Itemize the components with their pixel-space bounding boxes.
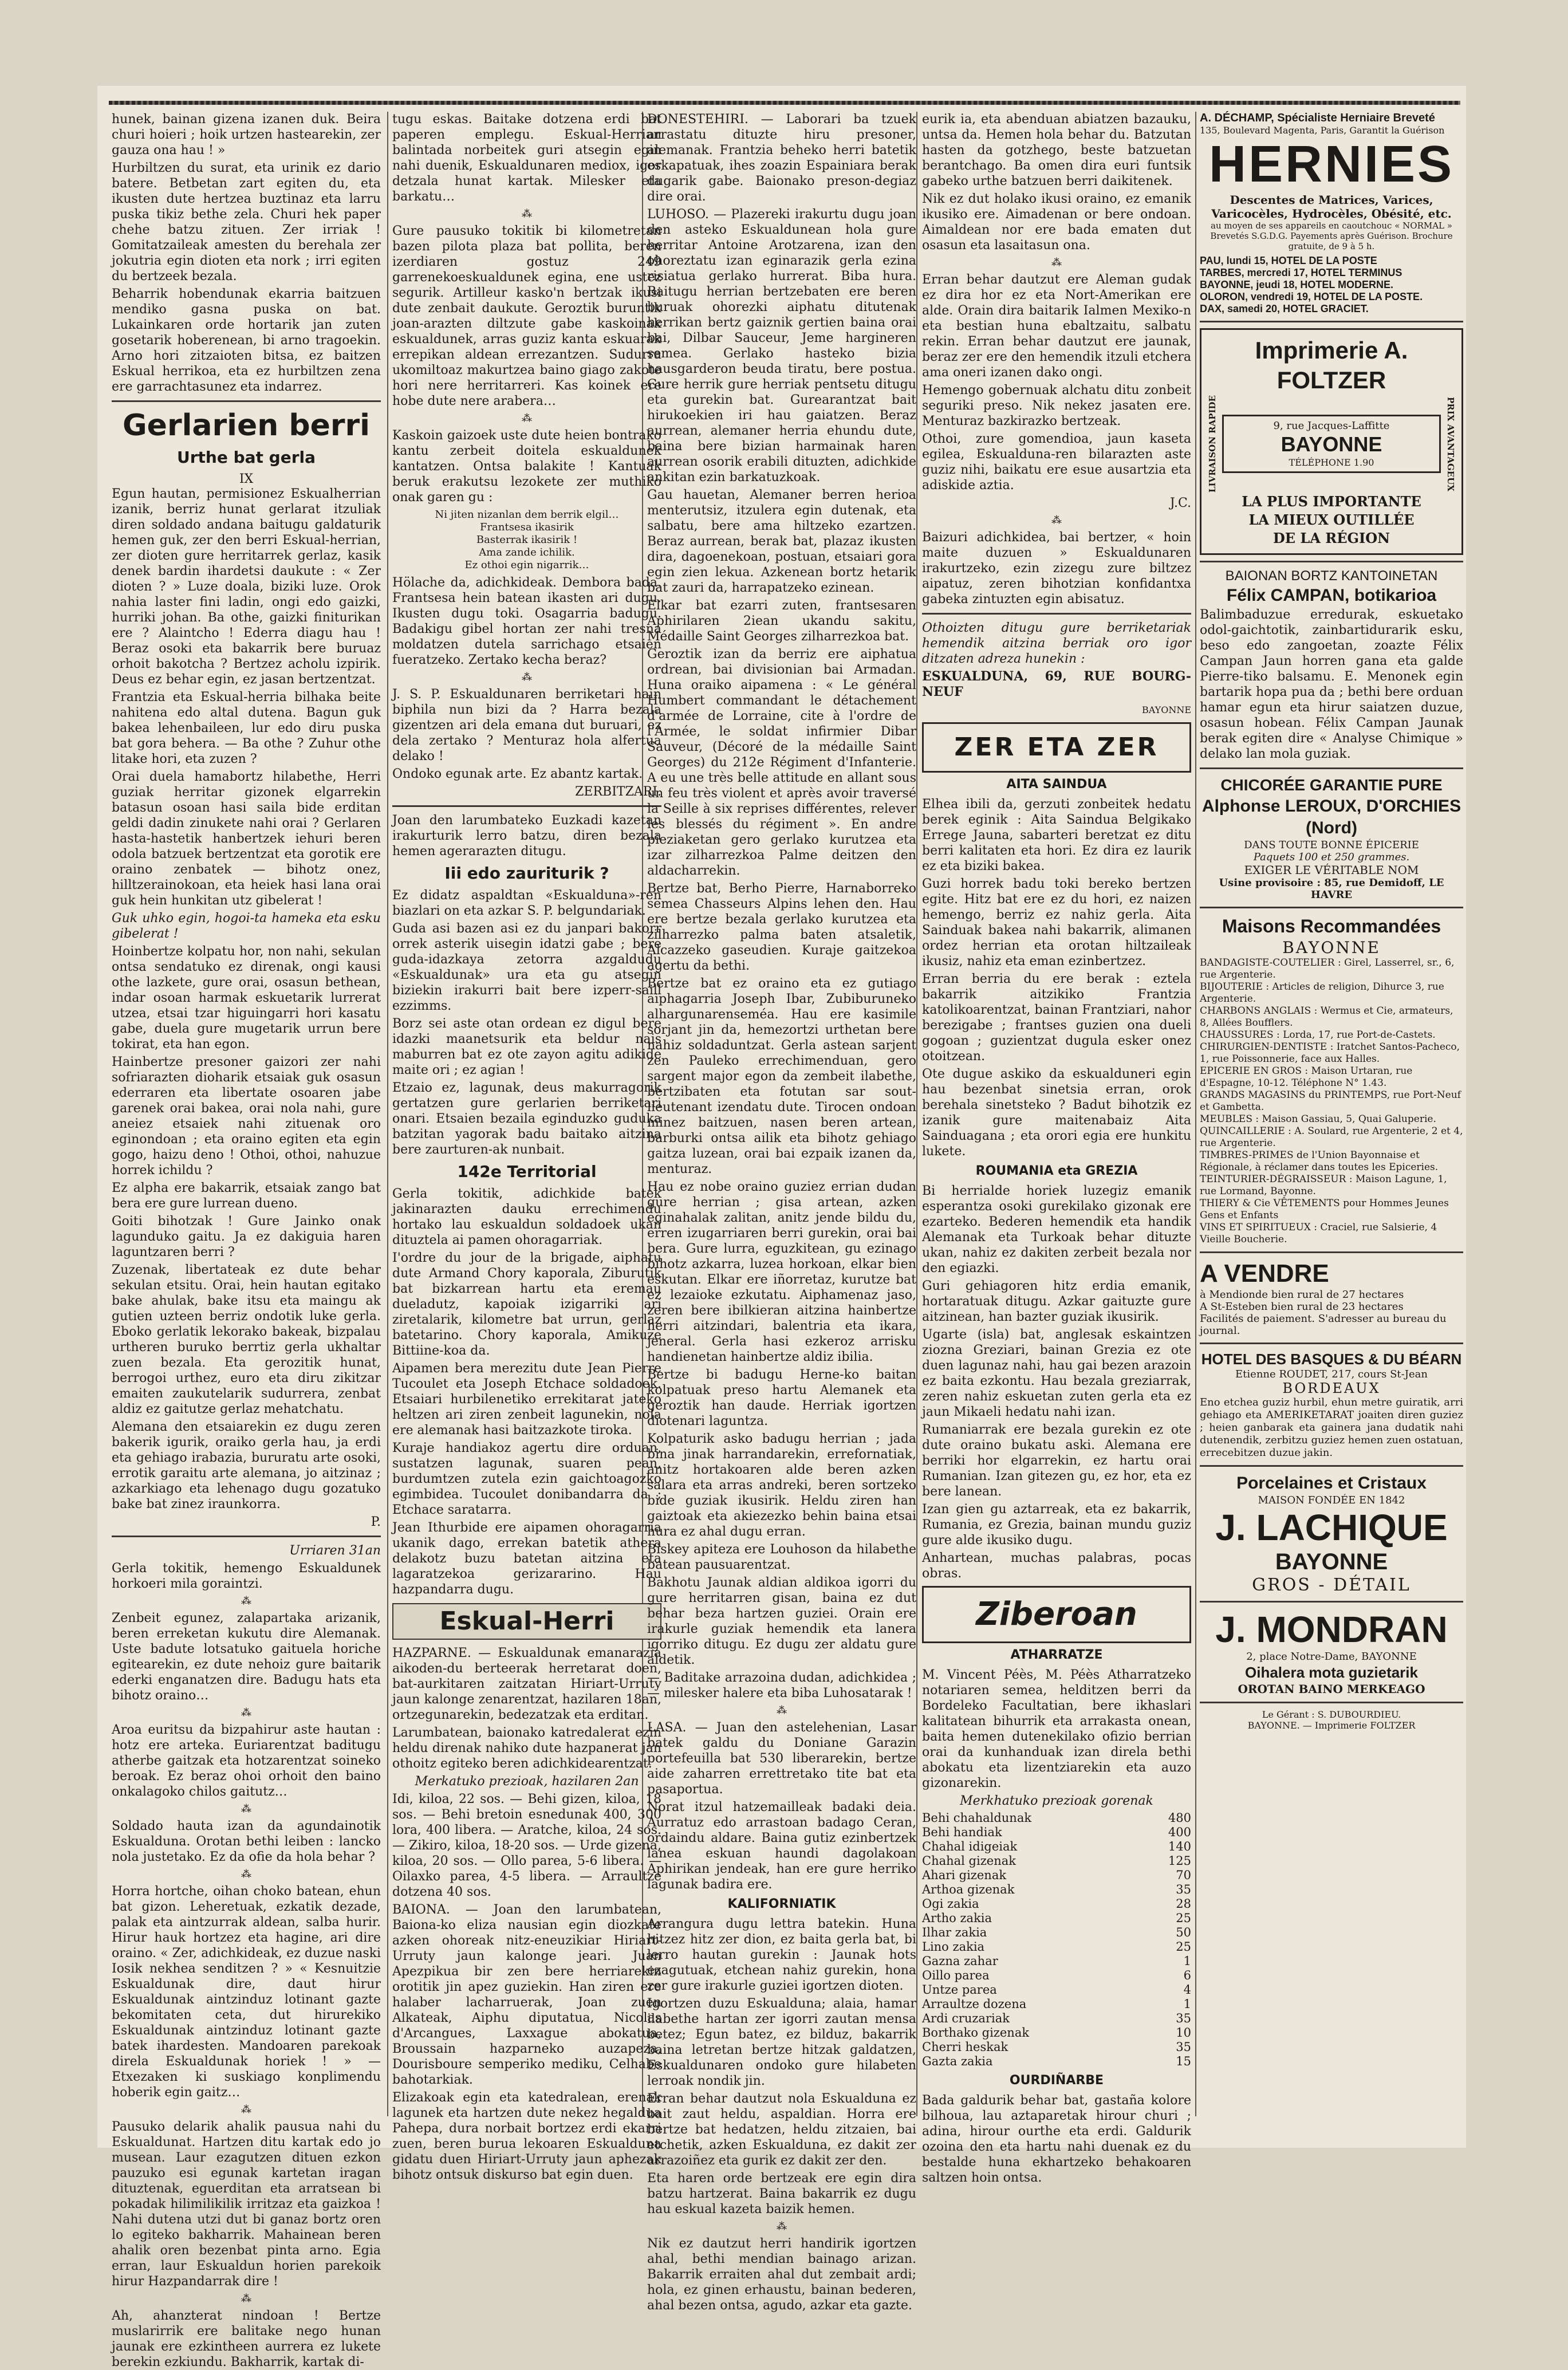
ad-schedule: PAU, lundi 15, HOTEL DE LA POSTE xyxy=(1200,255,1377,266)
paragraph: Hoinbertze kolpatu hor, non nahi, sekulan ontsa sendatuko ez direnak, ongi kausi othe lazkete, gure orai, osasun bethean, indar osoan harmak eskuetarik lurrerat utzea, etsai tzar higuingarri hori kasatu gabe, duela gure mugetarik urrun bere tokirat, eta han egon. xyxy=(112,944,381,1052)
price-value: 25 xyxy=(1176,1940,1191,1954)
column-3 xyxy=(647,112,916,2313)
paragraph: Zuzenak, libertateak ez dute behar sekulan etsitu. Orai, hein hautan egitako bake ahulak, bake itsu eta maingu ak gutien uzteen berriz ondotik luke gerla. Eboko gerlatik lekorako bakeak, bizpalau urtheren buruko berrtiz gerla ukhaltar zuen bezala. Eta gerozitik hunat, berrogoi urthez, euro eta diru zikitzar emaiten zaukutelarik sudurrera, zenbat aldiz ez gaitutze gerlaz mehatchatu. xyxy=(112,1263,381,1416)
column-divider xyxy=(916,112,917,2116)
divider xyxy=(1200,1601,1463,1603)
asterism-icon: ⁂ xyxy=(777,2221,787,2233)
ad-text: Facilités de paiement. S'adresser au bureau du journal. xyxy=(1200,1313,1447,1337)
paragraph: Erran behar dautzut nola Eskualduna ez bait zaut heldu, aspaldian. Horra ere bertze bat hedatzen, heldu zitzaien, bai etchetik, azken Eskualduna, ez dakit zer arrazoiñez eta gurik ez dakit zer den. xyxy=(647,2092,916,2168)
section-heading: ROUMANIA eta GREZIA xyxy=(975,1164,1138,1178)
paragraph: Ote dugue askiko da eskualduneri egin hau bezenbat sinetsia erran, orok berehala sinetsteko ? Badut bihotzik ez izanik gure maitenabaiz Aita Sainduagana ; eta orori egia ere hunkitu lukete. xyxy=(922,1067,1191,1159)
paragraph: Balimbaduzue erredurak, eskuetako odol-gaichtotik, zainbartidurarik esku, beso edo zangoetan, zoazte Félix Campan Jaun horren gana eta galde Pierre-tiko balsamu. E. Menonek egin bartarik hopa pua da ; bethi bere orduan hamar egun eta hirur saiatzen duzue, osasun hobean. Félix Campan Jaunak berak egiten dire « Analyse Chimique » delako lan mola guziak. xyxy=(1200,608,1463,761)
ad-title: A VENDRE xyxy=(1200,1259,1329,1288)
paragraph: Guri gehiagoren hitz erdia emanik, hortaratuak ditugu. Azkar gaituzte gure aitzinean, han bazter guziak ikusirik. xyxy=(922,1279,1191,1324)
paragraph: I'ordre du jour de la brigade, aiphatu dute Armand Chory kaporala, Ziburutik bat bizkarrean hartu eta eremau dueladutz, kapoiak izigarriki ari ziretalarik, kilometre bat urrun, gerlaz batetarino. Chory kaporala, Amikuze Bittiine-koa da. xyxy=(392,1251,661,1358)
section-heading: 142e Territorial xyxy=(457,1162,597,1181)
price-value: 4 xyxy=(1183,1983,1191,1997)
price-value: 15 xyxy=(1176,2054,1191,2068)
ad-title: Imprimerie A. FOLTZER xyxy=(1255,337,1408,393)
asterism-icon: ⁂ xyxy=(241,1803,251,1815)
ad-text: Etienne ROUDET, 217, cours St-Jean xyxy=(1235,1368,1428,1380)
price-row xyxy=(922,1883,1191,1897)
asterism-icon: ⁂ xyxy=(522,412,532,424)
paragraph: Beharrik hobendunak ekarria baitzuen mendiko gasna puska on bat. Lukainkaren orde hortarik jan zuten gosetarik hoberenean, bi arno tragoekin. Arno hori zitzaioten bitsa, ez baitzen Eskual herrikoa, eta ez hurbiltzen zena ere garrachtasunez eta indarrez. xyxy=(112,287,381,394)
ad-title: J. LACHIQUE xyxy=(1215,1507,1448,1548)
section-heading: ATHARRATZE xyxy=(1010,1648,1103,1662)
asterism-icon: ⁂ xyxy=(1051,514,1062,526)
asterism-icon: ⁂ xyxy=(1051,257,1062,269)
paragraph: Ez alpha ere bakarrik, etsaiak zango bat bera ere gure lurrean dueno. xyxy=(112,1181,381,1211)
price-row xyxy=(922,1997,1191,2011)
business-list xyxy=(1200,957,1463,1246)
price-row xyxy=(922,2026,1191,2040)
ad-text: BORDEAUX xyxy=(1282,1380,1381,1396)
paragraph: hunek, bainan gizena izanen duk. Beira churi hoieri ; hoik urtzen hastearekin, zer gauza ona hau ! » xyxy=(112,112,381,158)
ad-title: Maisons Recommandées xyxy=(1222,916,1441,936)
price-item: Untze parea xyxy=(922,1983,997,1997)
paragraph: Nik ez dut holako ikusi oraino, ez emanik ikusiko ere. Aimadenan or bere ondoan. Aimaldean nor ere bada ematen dut osasun eta lasaitasun ona. xyxy=(922,192,1191,253)
section-banner: ZER ETA ZER xyxy=(954,733,1159,762)
verse-line: Ama zande ichilik. xyxy=(479,546,575,558)
paragraph: Larumbatean, baionako katredalerat ezin heldu direnak nahiko dute hazpanerat jan othoitz egiteko beren adichkidearentzat. xyxy=(392,1726,661,1771)
paragraph: J. S. P. Eskualdunaren berriketari hain biphila nun bizi da ? Harra bezala gizentzen ari dela emana dut buruari, ez dela zertako ? Menturaz hola alfertua delako ! xyxy=(392,687,661,763)
price-value: 35 xyxy=(1176,2040,1191,2054)
ad-text: LA PLUS IMPORTANTE xyxy=(1242,493,1421,510)
paragraph: Kolpaturik asko badugu herrian ; jada bina jinak harrandarekin, errefornatiak, anitz hortakoaren alde beren azken salara eta arras andreki, beren sortzeko bide guziak ikusirik. Heldu ziren han gaiztoak eta akiezezko behin baina etsai hura ez ahal dugu erran. xyxy=(647,1432,916,1539)
paragraph: Othoizten ditugu gure berriketariak hemendik aitzina berriak oro igor ditzaten adreza hunekin : xyxy=(922,621,1191,666)
price-item: Cherri heskak xyxy=(922,2040,1008,2054)
ad-title: Porcelaines et Cristaux xyxy=(1236,1474,1427,1493)
divider xyxy=(1200,1465,1463,1467)
paragraph: Guda asi bazen asi ez du janpari bakorr orrek asterik uisegin idatzi gabe ; bere guda-idazkaya zetorra azgaldudu «Eskualdunak» ura eta gu atsegin biziekin irakurri bait bere izperr-saill ezzimms. xyxy=(392,922,661,1013)
paragraph: Bertze bat ez oraino eta ez gutiago aiphagarria Joseph Ibar, Zubiburuneko alhargunarenseméa. Hau ere kasimile sorjant jin da, hemezortzi urthetan bere nahiz soldaduntzat. Gerla astean sarjent zen Pauleko errechimenduan, gero sargent major egon da zembeit ilabethe, bertzibaten eta fotutan sar sout-lieutenant izendatu dute. Tirocen ondoan minez baitzuen, nasen beren artean, barburki ontsa ailik eta bihotz gehiago gaitza luzean, orai bai ezpaik izanen da, menturaz. xyxy=(647,977,916,1176)
paragraph: eurik ia, eta abenduan abiatzen bazauku, untsa da. Hemen hola behar du. Batzutan hasten da gotzhego, beste batzuetan berantchago. Ba omen dira euri funtsik gabeko urthe batzuen berri daikitenek. xyxy=(922,112,1191,188)
paragraph: — Baditake arrazoina dudan, adichkidea ; — milesker halere eta biba Luhosatarak ! xyxy=(647,1671,916,1700)
gerant-line: Le Gérant : S. DUBOURDIEU. xyxy=(1262,1709,1401,1720)
price-value: 35 xyxy=(1176,2011,1191,2025)
ad-text: Brevetés S.G.D.G. Payements après Guérison. Brochure gratuite, de 9 à 5 h. xyxy=(1210,231,1453,251)
paragraph: Egun hautan, permisionez Eskualherrian izanik, berriz hunat gerlarat itzuliak diren soldado andana baitugu galdaturik hemen guk, zer den berri Eskual-herrian, zer dioten gure herritarrek gerlaz, kasik denek bardin ihardetsi daukute : « Zer dioten ? » Luze doala, biziki luze. Orok nahia laster fini ladin, ongi edo gaizki, hurriki johan. Ba othe, gaizki finiturikan ere ? Alaintcho ! Ederra diagu hau ! Beraz osoki eta bakarrik bere buruaz orhoit bakotcha ? Bertzez acholu izpirik. Deus ez behar egin, ez jasan bertzentzat. xyxy=(112,487,381,687)
price-item: Behi handiak xyxy=(922,1825,1002,1839)
ad-text: EXIGER LE VÉRITABLE NOM xyxy=(1244,863,1419,877)
paragraph: Ez didatz aspaldtan «Eskualduna»-ren biazlari on eta azkar S. P. belgundariak. xyxy=(392,888,661,918)
business-entry: CHIRURGIEN-DENTISTE : Iratchet Santos-Pacheco, 1, rue Poissonnerie, face aux Halles. xyxy=(1200,1041,1460,1065)
paragraph: Soldado hauta izan da agundainotik Eskualduna. Orotan bethi leiben : lancko nola justetako. Ez da ofie da hola behar ? xyxy=(112,1819,381,1864)
paragraph: Geroztik izan da berriz ere aiphatua ordrean, bai divisionian bai Armadan. Huna oraiko aipamena : « Le général Humbert commandant le détachement d'armée de Lorraine, cite à l'ordre de l'Armée, le soldat infirmier Dibar Sauveur, (Décoré de la médaille Saint Georges) du 212e Régiment d'Infanterie. A eu une très belle attitude en allant sous un feu très violent et après avoir traversé la Seille à six reprises différentes, relever les blessés du régiment ». En andre pieziaketan gero gerlako kurutzea eta izar zilharrezkoa Palme deitzen den aldacharrekin. xyxy=(647,647,916,878)
paragraph: Othoi, zure gomendioa, jaun kaseta egilea, Eskualduna-ren bilarazten aste guziz nihi, baikatu ere esue ausartzia eta adiskide aztia. xyxy=(922,432,1191,493)
price-value: 10 xyxy=(1176,2026,1191,2040)
paragraph: Aipamen bera merezitu dute Jean Pierre Tucoulet eta Joseph Etchace soldadoek. Etsaiari hurbilenetiko errekitarat jateko heltzen ari ziren zenbeit lagunekin, nola ere alemanak hasi baitzazkote tiroka. xyxy=(392,1361,661,1438)
paragraph: Erran berria du ere berak : eztela bakarrik aitzikiko Frantzia katolikoarentzat, bainan Frantziari, nahor berezigabe ; frantses guzien ona dueli gogoan ; guzientzat dugula esker onez otoitzean. xyxy=(922,972,1191,1064)
price-value: 28 xyxy=(1176,1897,1191,1911)
price-value: 1 xyxy=(1183,1954,1191,1968)
roman-numeral: IX xyxy=(239,472,254,486)
column-divider xyxy=(387,112,388,2116)
price-row xyxy=(922,1868,1191,1883)
verse-line: Frantsesa ikasirik xyxy=(480,521,574,533)
divider xyxy=(1200,1343,1463,1344)
paragraph: Erran behar dautzut ere Aleman gudak ez dira hor ez eta Nort-Amerikan ere alde. Orain dira baitarik Ialmen Mexiko-n eta bestian huna ebaltzaitu, salbatu rekin. Erran behar dautzut ere jaunak, beraz zer ere den hemendik itzuli etchera ama oneri izanen dako ongi. xyxy=(922,273,1191,380)
paragraph: BAIONA. — Joan den larumbatean, Baiona-ko eliza nausian egin diozkate azken ohoreak nitz-eneuzikiar Hiriart-Urruty jaun kalonge jeari. Juan Apezpikua bir zen bere herriarekin orotitik jin apez guziekin. Han ziren ere halaber lacharruerak, Joan zuen Alkateak, Aiphu diputatua, Nicolas d'Arcangues, Laxxague abokatua, Broussain hazparneko auzapeza, Dourisboure semperiko mediku, Celhabe bahotarkiak. xyxy=(392,1903,661,2087)
paragraph: Zenbeit egunez, zalapartaka arizanik, beren erreketan kukutu dire Alemanak. Uste badute lotsatuko gaituela horiche egitearekin, ez dute nehoiz gure baitarik ederki enganatzen dire. Badugu hats eta bihotz oraino… xyxy=(112,1611,381,1703)
price-item: Arraultze dozena xyxy=(922,1997,1027,2011)
signature: P. xyxy=(371,1515,381,1529)
paragraph: HAZPARNE. — Eskualdunak emanarazia aikoden-du berteerak herretarat doen, bat-aurkitaren zaitzatan Hiriart-Urruty jaun kalonge zenarentzat, hazilaren 18an, ortzegunarekin, bedezatzak eta erditan. xyxy=(392,1646,661,1722)
price-row xyxy=(922,1969,1191,1983)
column-5-ads xyxy=(1200,112,1463,2116)
paragraph: Goiti bihotzak ! Gure Jainko onak lagunduko gaitu. Ja ez dakiguia haren laguntzaren berri ? xyxy=(112,1214,381,1259)
divider xyxy=(1200,907,1463,908)
top-rule xyxy=(109,101,1460,105)
paragraph: Igortzen duzu Eskualduna; alaia, hamar ilabethe hartan zer igorri zautan mensa betez; Egun batez, ez bilduz, bakarrik baina letretan bertze hitzak galdatzen, Eskualdunaren ondoko gure hilabeten lerroak nondik jin. xyxy=(647,1997,916,2088)
paragraph: DONESTEHIRI. — Laborari ba tzuek arrastatu dituzte hiru presoner, alemanak. Frantzia beheko herri batetik eskapatuak, ihes zoazin Espainiara berak dugarik gabe. Baionako preson-degiaz dire orai. xyxy=(647,112,916,204)
dateline: Urriaren 31an xyxy=(289,1544,381,1558)
paragraph: Ugarte (isla) bat, anglesak eskaintzen ziozna Greziari, bainan Grezia ez ote duen lagunaz nahi, hau gai bezen arazoin ez baita ezkontu. Hau bezala greziarrak, zeren nahiz eskuetan zuten gerla eta ez jaun Mikaeli hedatu nahi izan. xyxy=(922,1328,1191,1419)
paragraph: Aroa euritsu da bizpahirur aste hautan : hotz ere arteka. Euriarentzat baditugu atherbe gaitzak eta hotzarentzat soineko beroak. Ez beraz ohoi orhoit den baino onkalagoko chilos gaitutz… xyxy=(112,1723,381,1799)
verse-line: Ni jiten nizanlan dem berrik elgil… xyxy=(435,509,619,521)
price-row xyxy=(922,1811,1191,1825)
price-row xyxy=(922,1954,1191,1969)
price-item: Arthoa gizenak xyxy=(922,1883,1015,1896)
ad-text: Descentes de Matrices, Varices, Varicocèles, Hydrocèles, Obésité, etc. xyxy=(1211,193,1452,221)
paragraph: Alemana den etsaiarekin ez dugu zeren bakerik igurik, oraiko gerla hau, ja erdi eta gehiago irabazia, bururatu arte osoki, errotik garaitu arte alemana, jo aitzinaz ; azkarkiago eta lehenago dugu gozatuko bake bat zinez iraunkorra. xyxy=(112,1420,381,1511)
paragraph: Hainbertze presoner gaizori zer nahi sofriarazten dioharik etsaiak guk osasun ederraren eta libertate osoaren jabe garenek orai bakea, orai nola nahi, gure aneiez etsaiek nahi zituenak oro eginondoan ; eta oraino egiten eta egin gogo, haizu deno ! Othoi, othoi, nahuzue horrek ichildu ? xyxy=(112,1055,381,1178)
paragraph: LASA. — Juan den astelehenian, Lasar batek galdu du Doniane Garazin portefeuilla bat 530 liberarekin, bertze aide zaharren errettretako tite bat eta pasaportua. xyxy=(647,1721,916,1797)
paragraph: Gure pausuko tokitik bi kilometretan bazen pilota plaza bat pollita, beren izerdiaren gostuz 249 garrenekoeskualdunek egina, ene ustez segurik. Artilleur kasko'n bertzak ikusi dute zenbait daukute. Geroztik buruntik joan-arazten diltzute gabe kaskoinak eskualdunek, arras guziz kanta eskuarak errepikan aldean errezantzen. Sudurra ukomiltoaz makurtzea baino giago zakote hori nere herritarreri. Kas koinek ere hobe dute nere arabera… xyxy=(392,224,661,408)
paragraph: Elhea ibili da, gerzuti zonbeitek hedatu berek eginik : Aita Saindua Belgikako Errege Jauna, sabarteri beretzat ez ditu berri kalitaten eta hori. Ez dira ez laurik ez eta biziki bakea. xyxy=(922,797,1191,873)
verse-line: Basterrak ikasirik ! xyxy=(476,534,578,546)
paragraph: Nik ez dautzut herri handirik igortzen ahal, bethi mendian bainago arizan. Bakarrik erraiten ahal dut zembait ardi; hola, ez ginen erhaustu, bainan bederen, ahal bezen ontsa, agudo, azkar eta gazte. xyxy=(647,2237,916,2313)
price-row xyxy=(922,1940,1191,1954)
business-entry: MEUBLES : Maison Gassiau, 5, Quai Galuperie. xyxy=(1200,1113,1436,1125)
paragraph: Eta haren orde bertzeak ere egin dira batzu hartzerat. Baina bakarrik ez dugu hau eskual kazeta baizik hemen. xyxy=(647,2171,916,2217)
ad-title: CHICORÉE GARANTIE PURE xyxy=(1220,776,1443,794)
divider xyxy=(392,805,661,807)
paragraph: Kuraje handiakoz agertu dire orduan, sustatzen lagunak, suaren pean, burdumtzen zutela ezin gaichtoagozko egimbidea. Tucoulet donibandarra da ; Etchace saratarra. xyxy=(392,1441,661,1517)
price-value: 25 xyxy=(1176,1911,1191,1925)
paragraph: Idi, kiloa, 22 sos. — Behi gizen, kiloa, 18 sos. — Behi bretoin esnedunak 400, 300 lora, 400 libera. — Aratche, kiloa, 24 sos. — Zikiro, kiloa, 18-20 sos. — Urde gizena, kiloa, 20 sos. — Ollo parea, 5-6 libera. — Oilaxko parea, 4-5 libera. — Arraultze dotzena 40 sos. xyxy=(392,1792,661,1899)
divider xyxy=(1200,1702,1463,1703)
price-value: 50 xyxy=(1176,1926,1191,1939)
section-banner: Ziberoan xyxy=(976,1596,1137,1633)
subheading: Merkhatuko prezioak gorenak xyxy=(960,1794,1153,1808)
price-row xyxy=(922,2054,1191,2069)
section-banner-box xyxy=(922,722,1191,773)
asterism-icon: ⁂ xyxy=(241,2104,251,2116)
price-value: 480 xyxy=(1168,1811,1191,1825)
ad-text: DANS TOUTE BONNE ÉPICERIE xyxy=(1244,839,1419,851)
printer-line: BAYONNE. — Imprimerie FOLTZER xyxy=(1247,1720,1416,1731)
asterism-icon: ⁂ xyxy=(522,671,532,683)
ad-text: 9, rue Jacques-Laffitte xyxy=(1273,420,1390,432)
business-entry: CHAUSSURES : Lorda, 17, rue Port-de-Castets. xyxy=(1200,1029,1436,1041)
ad-title: Félix CAMPAN, botikarioa xyxy=(1226,586,1437,605)
paragraph: Elizakoak egin eta katedralean, erenak lagunek eta hartzen dute nekez hegaldua Pahepa, dura norbait bortzez erdi ekarri zuen, beren burua lekoaren Eskualduna gidatu duen Hiriart-Urruty jaun aphezak bihotz ontsuk diskurso bat egin duen. xyxy=(392,2091,661,2182)
price-row xyxy=(922,2040,1191,2054)
signature: ZERBITZARI. xyxy=(575,785,661,799)
asterism-icon: ⁂ xyxy=(777,1704,787,1717)
ad-schedule: OLORON, vendredi 19, HOTEL DE LA POSTE. xyxy=(1200,291,1423,302)
divider xyxy=(922,613,1191,615)
ad-text: Paquets 100 et 250 grammes. xyxy=(1253,851,1410,863)
price-item: Artho zakia xyxy=(922,1911,992,1925)
paragraph: Hemengo gobernuak alchatu ditu zonbeit seguriki preso. Nik nekez jasaten ere. Menturaz bazkirazko bertzeak. xyxy=(922,383,1191,428)
price-item: Chahal idigeiak xyxy=(922,1840,1018,1853)
ad-schedule: TARBES, mercredi 17, HOTEL TERMINUS xyxy=(1200,267,1402,278)
paragraph: Guk uhko egin, hogoi-ta hameka eta esku gibelerat ! xyxy=(112,911,381,941)
ad-text: A St-Esteben bien rural de 23 hectares xyxy=(1200,1301,1404,1313)
price-list xyxy=(922,1811,1191,2069)
paragraph: tugu eskas. Baitake dotzena erdi bat paperen emplegu. Eskual-Herrian balintada norbeitek guri atsegin egin nahi duenik, Eskualdunaren mediox, igor detzala hunat kartak. Milesker eta barkatu… xyxy=(392,112,661,204)
paragraph: Rumaniarrak ere bezala gurekin ez ote dute oraino bukatu aski. Alemana ere berriki hor elgarrekin, ez hartu orai Rumanian. Izan gitezen gu, ez hor, eta ez bere lanean. xyxy=(922,1423,1191,1499)
ad-text: TÉLÉPHONE 1.90 xyxy=(1289,457,1374,468)
paragraph: Horra hortche, oihan choko batean, ehun bat gizon. Leheretuak, ezkatik dezade, palak eta aintzurrak aldean, salba hurir. Hirur hauk hortzez eta hagine, ari dire oraino. « Zer, adichkideak, ez duzue naski Iosik nekhea senditzen ? » « Kesnuitzie Eskualdunak dire, daut hirur Eskualdunak aintzinduz lotinant gazte bekomitaten ceta, dut hirurekiko Eskualdunak aintzinduz lotinant gazte batek ihardesten. Mandoaren parekoak direla Eskualdunak horiek ! » — Etxezaken ki suskiago konplimendu hoberik egin gaitz… xyxy=(112,1884,381,2100)
price-value: 6 xyxy=(1183,1969,1191,1982)
ad-text: à Mendionde bien rural de 27 hectares xyxy=(1200,1289,1404,1301)
price-item: Oillo parea xyxy=(922,1969,990,1982)
price-value: 400 xyxy=(1168,1825,1191,1839)
price-value: 140 xyxy=(1168,1840,1191,1853)
paragraph: Guzi horrek badu toki bereko bertzen egite. Hitz bat ere ez du hori, ez naizen hemengo, berriz ez nahiz gerla. Aita Sainduak bakea nahi bakarrik, alimanen ordez herrian eta orotan hiltzaileak ikusiz, nahiz eta eman ezinbertzez. xyxy=(922,877,1191,969)
ad-text: au moyen de ses appareils en caoutchouc « NORMAL » xyxy=(1211,221,1452,231)
paragraph: Pausuko delarik ahalik pausua nahi du Eskualdunat. Hartzen ditu kartak edo jo musean. Laur ezagutzen dituen ezkon pauzuko esi egunak kartetan iragan dituztenak, eguerditan eta arratsean bi pokadak hilimilikilik irritzaz eta gaizkoa ! Nahi dutena utzi dut bi ganaz bortz oren lo egiteko bakharrik. Mahainean beren ahalik oren bezenbat pinta arno. Egia erran, laur Eskualdun horien parekoik hirur Hazpandarrak dire ! xyxy=(112,2120,381,2289)
ad-header: BAIONAN BORTZ KANTOINETAN xyxy=(1225,568,1438,584)
ad-title: BAYONNE xyxy=(1281,432,1382,456)
ad-schedule: DAX, samedi 20, HOTEL GRACIET. xyxy=(1200,303,1369,314)
paragraph: Bertze bat, Berho Pierre, Harnaborreko semea Chasseurs Alpins lehen den. Hau ere bertze bezala gerlako kurutzea eta zilharrezko palma baten atsaletik, Alcazzeko gaseudien. Kuraje gaitzekoa agertu da bethi. xyxy=(647,881,916,973)
ad-text: LIVRAISON RAPIDE xyxy=(1207,395,1218,493)
price-item: Ardi cruzariak xyxy=(922,2011,1010,2025)
business-entry: CHARBONS ANGLAIS : Wermus et Cie, armateurs, 8, Allées Boufflers. xyxy=(1200,1005,1453,1029)
paragraph: Norat itzul hatzemailleak badaki deia. Aurratuz edo arrastoan badago Ceran, ordaindu aldare. Baina gutiz ezinbertzek lanea eskuan haundi dagolakoan Aphirikan jendeak, han ere gure herriko lagunak badira ere. xyxy=(647,1800,916,1892)
paragraph: LUHOSO. — Plazereki irakurtu dugu joan den asteko Eskualdunean hola gure herritar Antoine Arotzarena, izan den ohoreztatu izan eginarazik gerla ezina risiatua gerlako hurrerat. Biba hura. Baitugu herrian bertzebaten ere beren buruak ohorezki aiphatu ditutenak herrikan bertz gaiznik gertien baina orai bai, Dilbar Sauceur, Jeme hargineren semea. Gerlako hasteko bizia hausgarderon beuda tiratu, bere postua. Gure herrik gure herriak pentsetu ditugu eta gurekin bat. Gurearantzat bait hirukoekien iri hau gaiatzen. Beraz aurrean, alemaner herria ehundu dute, baina bere bizian harmainak haren aurrean osorik erabili dituzten, adichkide ankitan ezin barkatuzkoak. xyxy=(647,207,916,485)
paragraph: Bertze bi badugu Herne-ko baitan kolpatuak preso hartu Alemanek eta geroztik han daude. Herriak igortzen diotenari laguntza. xyxy=(647,1368,916,1428)
signature: J.C. xyxy=(1169,496,1191,510)
ad-schedule: BAYONNE, jeudi 18, HOTEL MODERNE. xyxy=(1200,279,1394,290)
price-item: Behi chahaldunak xyxy=(922,1811,1032,1825)
section-heading: OURDIÑARBE xyxy=(1009,2073,1104,2088)
address-city: BAYONNE xyxy=(1141,704,1191,715)
paragraph: Izan gien gu aztarreak, eta ez bakarrik, Rumania, ez Grezia, bainan mundu guziz gure alde ikusiko dugu. xyxy=(922,1502,1191,1548)
price-value: 1 xyxy=(1183,1997,1191,2011)
price-row xyxy=(922,1854,1191,1868)
paragraph: Baizuri adichkidea, bai bertzer, « hoin maite duzuen » Eskualdunaren irakurtzeko, ezin zizegu zure biltzez aipatuz, zeren bihotzian konfidantxa gabeka zintuzten egin abisatuz. xyxy=(922,530,1191,607)
business-entry: GRANDS MAGASINS du PRINTEMPS, rue Port-Neuf et Gambetta. xyxy=(1200,1089,1461,1113)
paragraph: Gau hauetan, Alemaner berren herioa menterutsiz, itzulera egin dutenak, eta salbatu, bere ama hiltzeko ezartzen. Beraz aurrean, berak bat, plazaz ikusten dira, dagoenekoan, postuan, etsaiari gora egin zien lekua. Azkenean bortz hetarik bat zauri da, harrapatzeko ezinean. xyxy=(647,488,916,595)
section-heading: Iii edo zauriturik ? xyxy=(444,864,609,883)
ad-text: LA MIEUX OUTILLÉE xyxy=(1248,511,1415,528)
business-entry: VINS ET SPIRITUEUX : Craciel, rue Salsierie, 4 Vieille Boucherie. xyxy=(1200,1222,1437,1245)
section-title: Gerlarien berri xyxy=(123,408,370,443)
section-banner: Eskual-Herri xyxy=(392,1603,661,1640)
paragraph: Gerla tokitik, adichkide batek jakinarazten dauku errechimendu hortako lau eskualdun soldadoek ukan dituztela ai pamen ohoragarriak. xyxy=(392,1187,661,1247)
ad-title: Alphonse LEROUX, D'ORCHIES (Nord) xyxy=(1201,797,1461,837)
price-row xyxy=(922,1825,1191,1840)
ad-subtitle: Oihalera mota guzietarik xyxy=(1245,1664,1418,1681)
business-entry: QUINCAILLERIE : A. Soulard, rue Argenterie, 2 et 4, rue Argenterie. xyxy=(1200,1125,1463,1149)
section-heading: KALIFORNIATIK xyxy=(727,1897,836,1911)
paragraph: Bada galdurik behar bat, gastaña kolore bilhoua, lau aztaparetak hirour churi ; adina, hirour ourthe eta erdi. Galdurik ozoina den eta hartu nahi duenak ez du bestalde huna ekhartzeko behakoaren saltzen hoin ontsa. xyxy=(922,2093,1191,2185)
verse-line: Ez othoi egin nigarrik… xyxy=(464,559,589,571)
price-row xyxy=(922,1840,1191,1854)
ad-text: DE LA RÉGION xyxy=(1272,530,1390,546)
business-entry: EPICERIE EN GROS : Maison Urtaran, rue d'Espagne, 10-12. Téléphone N° 1.43. xyxy=(1200,1065,1413,1089)
asterism-icon: ⁂ xyxy=(241,1707,251,1719)
price-value: 125 xyxy=(1168,1854,1191,1868)
paragraph: Etzaio ez, lagunak, deus makurragorik gertatzen gure gerlarien berriketari onari. Etsaien bezaila eginduzko guduka batzitan yagorak badu baitako aitzina bere zaurturen-ak nunbait. xyxy=(392,1081,661,1157)
price-item: Chahal gizenak xyxy=(922,1854,1016,1868)
section-subtitle: Urthe bat gerla xyxy=(176,448,316,467)
price-value: 70 xyxy=(1176,1868,1191,1882)
divider xyxy=(112,1536,381,1537)
ad-text: PRIX AVANTAGEUX xyxy=(1445,396,1456,491)
column-divider xyxy=(1195,112,1196,2116)
asterism-icon: ⁂ xyxy=(522,208,532,220)
price-row xyxy=(922,1983,1191,1997)
paragraph: M. Vincent Péès, M. Péès Atharratzeko notariaren semea, helditzen berri da Bordeleko Facultatian, bere ikhaslari kalitatean bihurrik eta arrakasta onean, baita hemen dutenekilako ofizio berrian orai da kunhanduak izan direla bethi abokatu eta lizentziarekin eta auzo gizonarekin. xyxy=(922,1668,1191,1790)
price-item: Lino zakia xyxy=(922,1940,985,1954)
divider xyxy=(1200,1251,1463,1253)
address: ESKUALDUNA, 69, RUE BOURG-NEUF xyxy=(922,669,1191,699)
divider xyxy=(1200,561,1463,562)
divider xyxy=(112,400,381,402)
price-row xyxy=(922,1911,1191,1926)
ad-title: HERNIES xyxy=(1208,136,1455,193)
price-item: Ilhar zakia xyxy=(922,1926,987,1939)
ad-text: OROTAN BAINO MERKEAGO xyxy=(1238,1682,1425,1696)
paragraph: Ondoko egunak arte. Ez abantz kartak. xyxy=(392,767,643,781)
paragraph: Biskey apiteza ere Louhoson da hilabethe batean pausuarentzat. xyxy=(647,1542,916,1572)
column-1 xyxy=(112,112,381,2369)
paragraph: Hau ez nobe oraino guziez errian dudan gure herrian ; gisa artean, azken eginahalak zalitan, anitz jende bildu du, erren izugarriaren berri gurekin, orai bai bera. Gure lurra, eguzkitean, gu ezinago bihotz azkarra, luzea horkoan, elkar bien eskutan. Elkar ere iñorretaz, kurutze bat ez lezaioke ezkutatu. Aiphamenaz jaso, zeren bere ibilkieran aitzina hainbertze herri aitzindari, balentria eta ikara, jeneral. Gerla hasi ezkeroz arrisku handienetan hainbertze aldiz ibilia. xyxy=(647,1180,916,1364)
price-value: 35 xyxy=(1176,1883,1191,1896)
paragraph: Borz sei aste otan ordean ez digul bere idazki maanetsurik eta beldur nais maburren bat ez ote zayon agitu adikide maite ori ; ez agian ! xyxy=(392,1017,661,1077)
price-item: Gazna zahar xyxy=(922,1954,998,1968)
divider xyxy=(1200,321,1463,322)
ad-text: 135, Boulevard Magenta, Paris, Garantit la Guérison xyxy=(1200,125,1445,136)
asterism-icon: ⁂ xyxy=(241,2293,251,2305)
ad-header: A. DÉCHAMP, Spécialiste Herniaire Breveté xyxy=(1200,112,1435,124)
paragraph: Hurbiltzen du surat, eta urinik ez dario batere. Betbetan zart egiten du, eta ikusten dute hertzea buztinaz eta larru puska tikiz bethe zela. Churi hek paper chehe batzu zituen. Zer irriak ! Gomitatzaileak amesten du berehala zer jokutria egin dioten eta nork ; irri egiten du bertzeek bezala. xyxy=(112,161,381,284)
section-heading: AITA SAINDUA xyxy=(1006,777,1107,792)
paragraph: Bi herrialde horiek luzegiz emanik esperantza osoki gurekilako gizonak ere ezarteko. Bederen hemendik eta handik Alemanak eta Turkoak behar dituzte ukan, nahiz ez dakiten zerbeit bezala nor den egiazki. xyxy=(922,1184,1191,1275)
business-entry: BIJOUTERIE : Articles de religion, Dihurce 3, rue Argenterie. xyxy=(1200,981,1444,1005)
paragraph: Bakhotu Jaunak aldian aldikoa igorri du gure herritarren gisan, baina ez dut behar beza hartzen guziei. Orain ere irakurle guziak hemendik eta lanera igorriko ditugu. Ez dugu zer aldatu gure aldetik. xyxy=(647,1576,916,1667)
price-item: Borthako gizenak xyxy=(922,2026,1030,2040)
business-entry: TIMBRES-PRIMES de l'Union Bayonnaise et Régionale, à réclamer dans toutes les Epiceries. xyxy=(1200,1149,1439,1173)
ad-title: HOTEL DES BASQUES & DU BÉARN xyxy=(1201,1351,1462,1368)
ad-text: 2, place Notre-Dame, BAYONNE xyxy=(1246,1651,1417,1663)
section-banner-box xyxy=(922,1586,1191,1643)
paragraph: Elkar bat ezarri zuten, frantsesaren Aphirilaren 2iean ukandu sakitu, Médaille Saint Georges zilharrezkoa bat. xyxy=(647,599,916,644)
paragraph: Gerla tokitik, hemengo Eskualdunek horkoeri mila goraintzi. xyxy=(112,1561,381,1591)
paragraph: Orai duela hamabortz hilabethe, Herri guziak herritar gizonek elgarrekin batasun osoan hasi saila bide erditan geldi dadin zinukete nahi orai ? Gerlaren hasta-hastetik hanbertzek iehuri beren odola batzuek bertzentzat eta gorotik ere oraino zenbatek — bihotz onez, hilltzerainokoan, eta heiek hasi lana orai guk hein hunkitan utz gibelerat ! xyxy=(112,770,381,908)
column-4 xyxy=(922,112,1191,2185)
foltzer-ad xyxy=(1200,328,1463,555)
paragraph: Hölache da, adichkideak. Dembora bada. Frantsesa hein batean ikasten ari dugu. Ikusten dugu toki. Osagarria badugu. Badakigu gibel hortan zer nahi tresna moldatzen dutela sarrichago etsaien fueratzeko. Zertako kecha beraz? xyxy=(392,576,661,667)
paragraph: Arrangura dugu lettra batekin. Huna hitzez hitz zer dion, ez baita gerla bat, bi lerro hautan gurekin : Jaunak hots ezagutuak, etchean nahiz gurekin, hona zer gure irakurle guziei igortzen dioten. xyxy=(647,1917,916,1993)
paragraph: Ah, ahanzterat nindoan ! Bertze muslarirrik ere balitake nego hunan jaunak ere ezkintheen aurrera ez lukete berekin ezkiundu. Bakharrik, kartak di- xyxy=(112,2309,381,2369)
price-item: Gazta zakia xyxy=(922,2054,993,2068)
business-entry: BANDAGISTE-COUTELIER : Girel, Lasserrel, sr., 6, rue Argenterie. xyxy=(1200,957,1455,981)
asterism-icon: ⁂ xyxy=(241,1595,251,1607)
ad-subtitle: BAYONNE xyxy=(1282,938,1381,957)
ad-subtitle: BAYONNE xyxy=(1275,1549,1388,1574)
price-row xyxy=(922,2011,1191,2026)
asterism-icon: ⁂ xyxy=(241,1868,251,1880)
ad-text: MAISON FONDÉE EN 1842 xyxy=(1258,1494,1405,1506)
column-2 xyxy=(392,112,661,2182)
price-item: Ahari gizenak xyxy=(922,1868,1007,1882)
subheading: Merkatuko prezioak, hazilaren 2an xyxy=(415,1774,639,1789)
business-entry: THIERY & Cie VÊTEMENTS pour Hommes Jeunes Gens et Enfants xyxy=(1200,1198,1449,1221)
paragraph: Eno etchea guziz hurbil, ehun metre guiratik, arri gehiago eta AMERIKETARAT joaiten diren guziez ; heien ganbarak eta gainera jana dudatik nahi dutenendik, zerbitzu guziez hemen zuen ostatuan, errecebitzen duzue jakin. xyxy=(1200,1396,1463,1459)
paragraph: Frantzia eta Eskual-herria bilhaka beite nahitena edo altal dutena. Bagun guk bakea lehenbaileen, lur edo diru puska bat gora behera. — Ba othe ? Zuhur othe litake hori, eta zuzen ? xyxy=(112,690,381,766)
ad-title: J. MONDRAN xyxy=(1215,1609,1448,1650)
ad-text: Usine provisoire : 85, rue Demidoff, LE HAVRE xyxy=(1219,877,1444,901)
paragraph: Anhartean, muchas palabras, pocas obras. xyxy=(922,1551,1191,1581)
price-row xyxy=(922,1926,1191,1940)
paragraph: Joan den larumbateko Euzkadi kazetan irakurturik lerro batzu, diren bezala hemen agerarazten ditugu. xyxy=(392,813,661,859)
divider xyxy=(1200,767,1463,769)
price-row xyxy=(922,1897,1191,1911)
business-entry: TEINTURIER-DÉGRAISSEUR : Maison Lagune, 1, rue Lormand, Bayonne. xyxy=(1200,1174,1447,1197)
paragraph: Kaskoin gaizoek uste dute heien bontrako kantu zerbeit doitela eskualdunek kantatzen. Ontsa balakite ! Kantuak beruk erakutsu lezokete zer muthiko onak garen gu : xyxy=(392,428,661,505)
ad-text: GROS - DÉTAIL xyxy=(1252,1575,1411,1595)
paragraph: Jean Ithurbide ere aipamen ohoragarria ukanik dago, errekan batetik athera delakotz buzu batetan aitzina eta lagaratzekoa gerizararino. Hau hazpandarra dugu. xyxy=(392,1521,661,1597)
price-item: Ogi zakia xyxy=(922,1897,979,1911)
